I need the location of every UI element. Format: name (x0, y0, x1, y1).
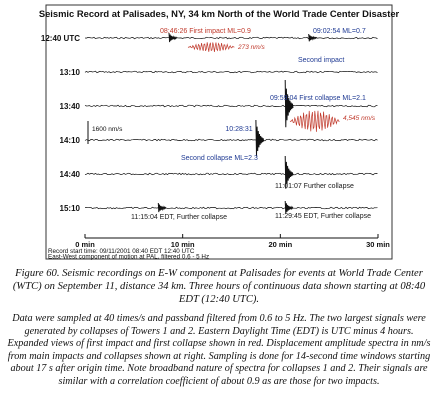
inset-amplitude-label: 4,545 nm/s (343, 115, 376, 122)
component-note: East-West component of motion at PAL, filtered 0.6 - 5 Hz (48, 253, 210, 261)
event-label: 08:46:26 First impact ML=0.9 (160, 28, 251, 35)
x-tick-label: 20 min (268, 240, 293, 249)
chart-title: Seismic Record at Palisades, NY, 34 km North of the World Trade Center Disaster (38, 8, 400, 19)
x-tick-label: 10 min (170, 240, 195, 249)
inset-amplitude-label: 273 nm/s (238, 44, 265, 51)
row-time-label: 14:40 (59, 170, 80, 179)
record-start-note: Record start time: 09/11/2001 08:40 EDT 12:40 UTC (48, 248, 195, 255)
row-time-label: 13:40 (59, 102, 80, 111)
event-label: 09:59:04 First collapse ML=2.1 (270, 95, 366, 102)
row-time-label: 14:10 (59, 136, 80, 145)
row-time-label: 15:10 (59, 204, 80, 213)
row-time-label: 12:40 UTC (40, 34, 80, 43)
scale-bar-label: 1600 nm/s (92, 126, 123, 133)
event-label: 11:01:07 Further collapse (275, 183, 354, 190)
event-label: 09:02:54 ML=0.7 (313, 28, 366, 35)
figure-description: Data were sampled at 40 times/s and passband filtered from 0.6 to 5 Hz. The two largest signals were generated by collapses of Towers 1 and 2. Eastern Daylight Time (EDT) is UTC minus 4 hours. Expanded views of first impact and first collapse shown in red. Displacement amplitude spectra in nm/s from main impacts and collapses shown at right. Sampling is done for 14-second time windows starting about 17 s after origin time. Note broadband nature of spectra for collapses 1 and 2. Their signals are similar with a correlation coefficient of about 0.9 as are those for two impacts. (7, 313, 431, 387)
event-label: 10:28:31 (225, 126, 253, 133)
event-label: Second impact (298, 57, 345, 64)
event-label: 11:29:45 EDT, Further collapse (275, 213, 371, 220)
figure-caption: Figure 60. Seismic recordings on E-W component at Palisades for events at World Trade Center (WTC) on September 11, distance 34 km. Three hours of continuous data shown starting at 08:40 EDT (12:40 UTC). (12, 268, 426, 305)
row-time-label: 13:10 (59, 68, 80, 77)
x-tick-label: 30 min (366, 240, 390, 249)
event-label: Second collapse ML=2.3 (181, 155, 258, 162)
x-tick-label: 0 min (75, 240, 95, 249)
event-label: 11:15:04 EDT, Further collapse (131, 214, 227, 221)
